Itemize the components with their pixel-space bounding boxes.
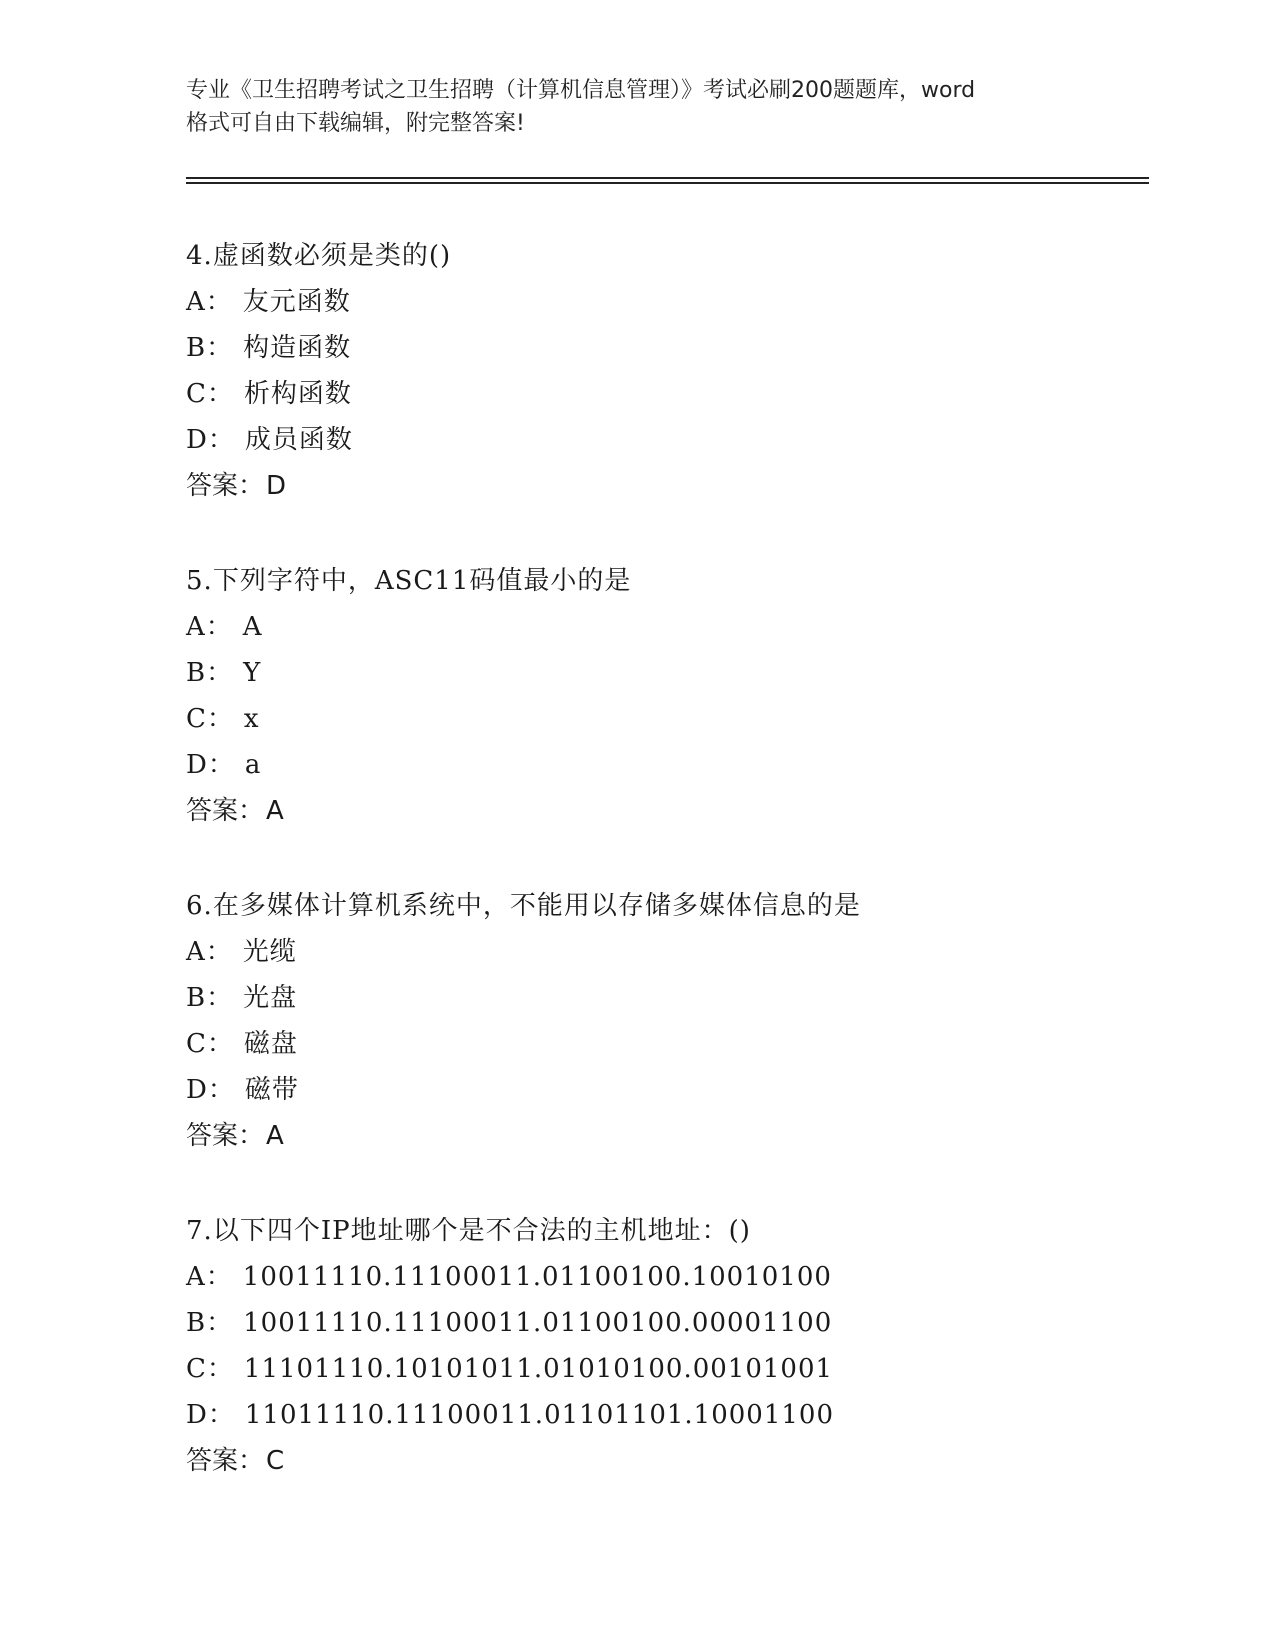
option-c [186, 1021, 1146, 1067]
header-line-1: 专业《卫生招聘考试之卫生招聘（计算机信息管理）》考试必刷200题题库，word [186, 78, 976, 103]
option-label: C ： [186, 1354, 234, 1384]
option-text: x [243, 704, 260, 734]
option-label: B ： [186, 1308, 233, 1338]
option-text: 成员函数 [244, 425, 353, 455]
answer [186, 788, 1146, 834]
question-text: 虚函数必须是类的() [212, 241, 452, 271]
option-text: 10011110.11100011.01100100.00001100 [243, 1308, 833, 1338]
option-d [186, 742, 1146, 788]
question-text: 在多媒体计算机系统中，不能用以存储多媒体信息的是 [212, 891, 861, 921]
option-text: 光缆 [242, 937, 297, 967]
option-b [186, 325, 1146, 371]
option-text: 11101110.10101011.01010100.00101001 [243, 1354, 834, 1384]
answer-value: D [266, 471, 287, 501]
header-divider-top [186, 177, 1149, 179]
answer [186, 1113, 1146, 1159]
answer-label: 答案： [186, 1121, 265, 1151]
answer-label: 答案： [186, 471, 265, 501]
question-6 [186, 883, 1146, 1159]
option-text: 10011110.11100011.01100100.10010100 [242, 1262, 832, 1292]
option-d [186, 1392, 1146, 1438]
option-a [186, 1254, 1146, 1300]
answer-label: 答案： [186, 796, 265, 826]
question-5 [186, 558, 1146, 834]
option-a [186, 279, 1146, 325]
answer [186, 463, 1146, 509]
option-text: a [244, 750, 262, 780]
option-b [186, 650, 1146, 696]
header-divider-bottom [186, 182, 1149, 184]
question-number: 6 . [186, 891, 213, 921]
option-label: B ： [186, 658, 233, 688]
answer [186, 1438, 1146, 1484]
option-d [186, 417, 1146, 463]
option-label: C ： [186, 704, 234, 734]
option-text: 光盘 [243, 983, 298, 1013]
answer-label: 答案： [186, 1446, 265, 1476]
option-label: D ： [186, 1075, 235, 1105]
option-label: A ： [186, 937, 233, 967]
option-label: B ： [186, 983, 233, 1013]
question-stem [186, 1208, 1146, 1254]
option-label: A ： [186, 1262, 233, 1292]
option-label: D ： [186, 750, 235, 780]
option-d [186, 1067, 1146, 1113]
document-header [186, 74, 1086, 140]
question-stem [186, 558, 1146, 604]
option-text: 友元函数 [242, 287, 351, 317]
question-text: 以下四个IP地址哪个是不合法的主机地址：() [212, 1216, 751, 1246]
option-c [186, 1346, 1146, 1392]
option-a [186, 929, 1146, 975]
question-4 [186, 233, 1146, 509]
option-text: A [242, 612, 263, 642]
question-list [186, 233, 1146, 1533]
option-text: 磁盘 [243, 1029, 298, 1059]
option-label: D ： [186, 425, 235, 455]
option-label: B ： [186, 333, 233, 363]
option-text: Y [243, 658, 262, 688]
option-text: 磁带 [244, 1075, 299, 1105]
question-text: 下列字符中，ASC11码值最小的是 [212, 566, 632, 596]
option-text: 析构函数 [243, 379, 352, 409]
option-c [186, 696, 1146, 742]
option-b [186, 1300, 1146, 1346]
option-label: A ： [186, 612, 233, 642]
option-text: 构造函数 [243, 333, 352, 363]
option-text: 11011110.11100011.01101101.10001100 [244, 1400, 835, 1430]
answer-value: A [266, 1121, 284, 1151]
option-b [186, 975, 1146, 1021]
question-7 [186, 1208, 1146, 1484]
question-stem [186, 883, 1146, 929]
option-label: A ： [186, 287, 233, 317]
header-line-2: 格式可自由下载编辑，附完整答案! [186, 111, 525, 136]
option-label: D ： [186, 1400, 235, 1430]
option-label: C ： [186, 1029, 234, 1059]
option-a [186, 604, 1146, 650]
question-stem [186, 233, 1146, 279]
option-c [186, 371, 1146, 417]
question-number: 7 . [186, 1216, 213, 1246]
answer-value: C [266, 1446, 285, 1476]
answer-value: A [266, 796, 284, 826]
question-number: 5 . [186, 566, 213, 596]
option-label: C ： [186, 379, 234, 409]
question-number: 4 . [186, 241, 213, 271]
